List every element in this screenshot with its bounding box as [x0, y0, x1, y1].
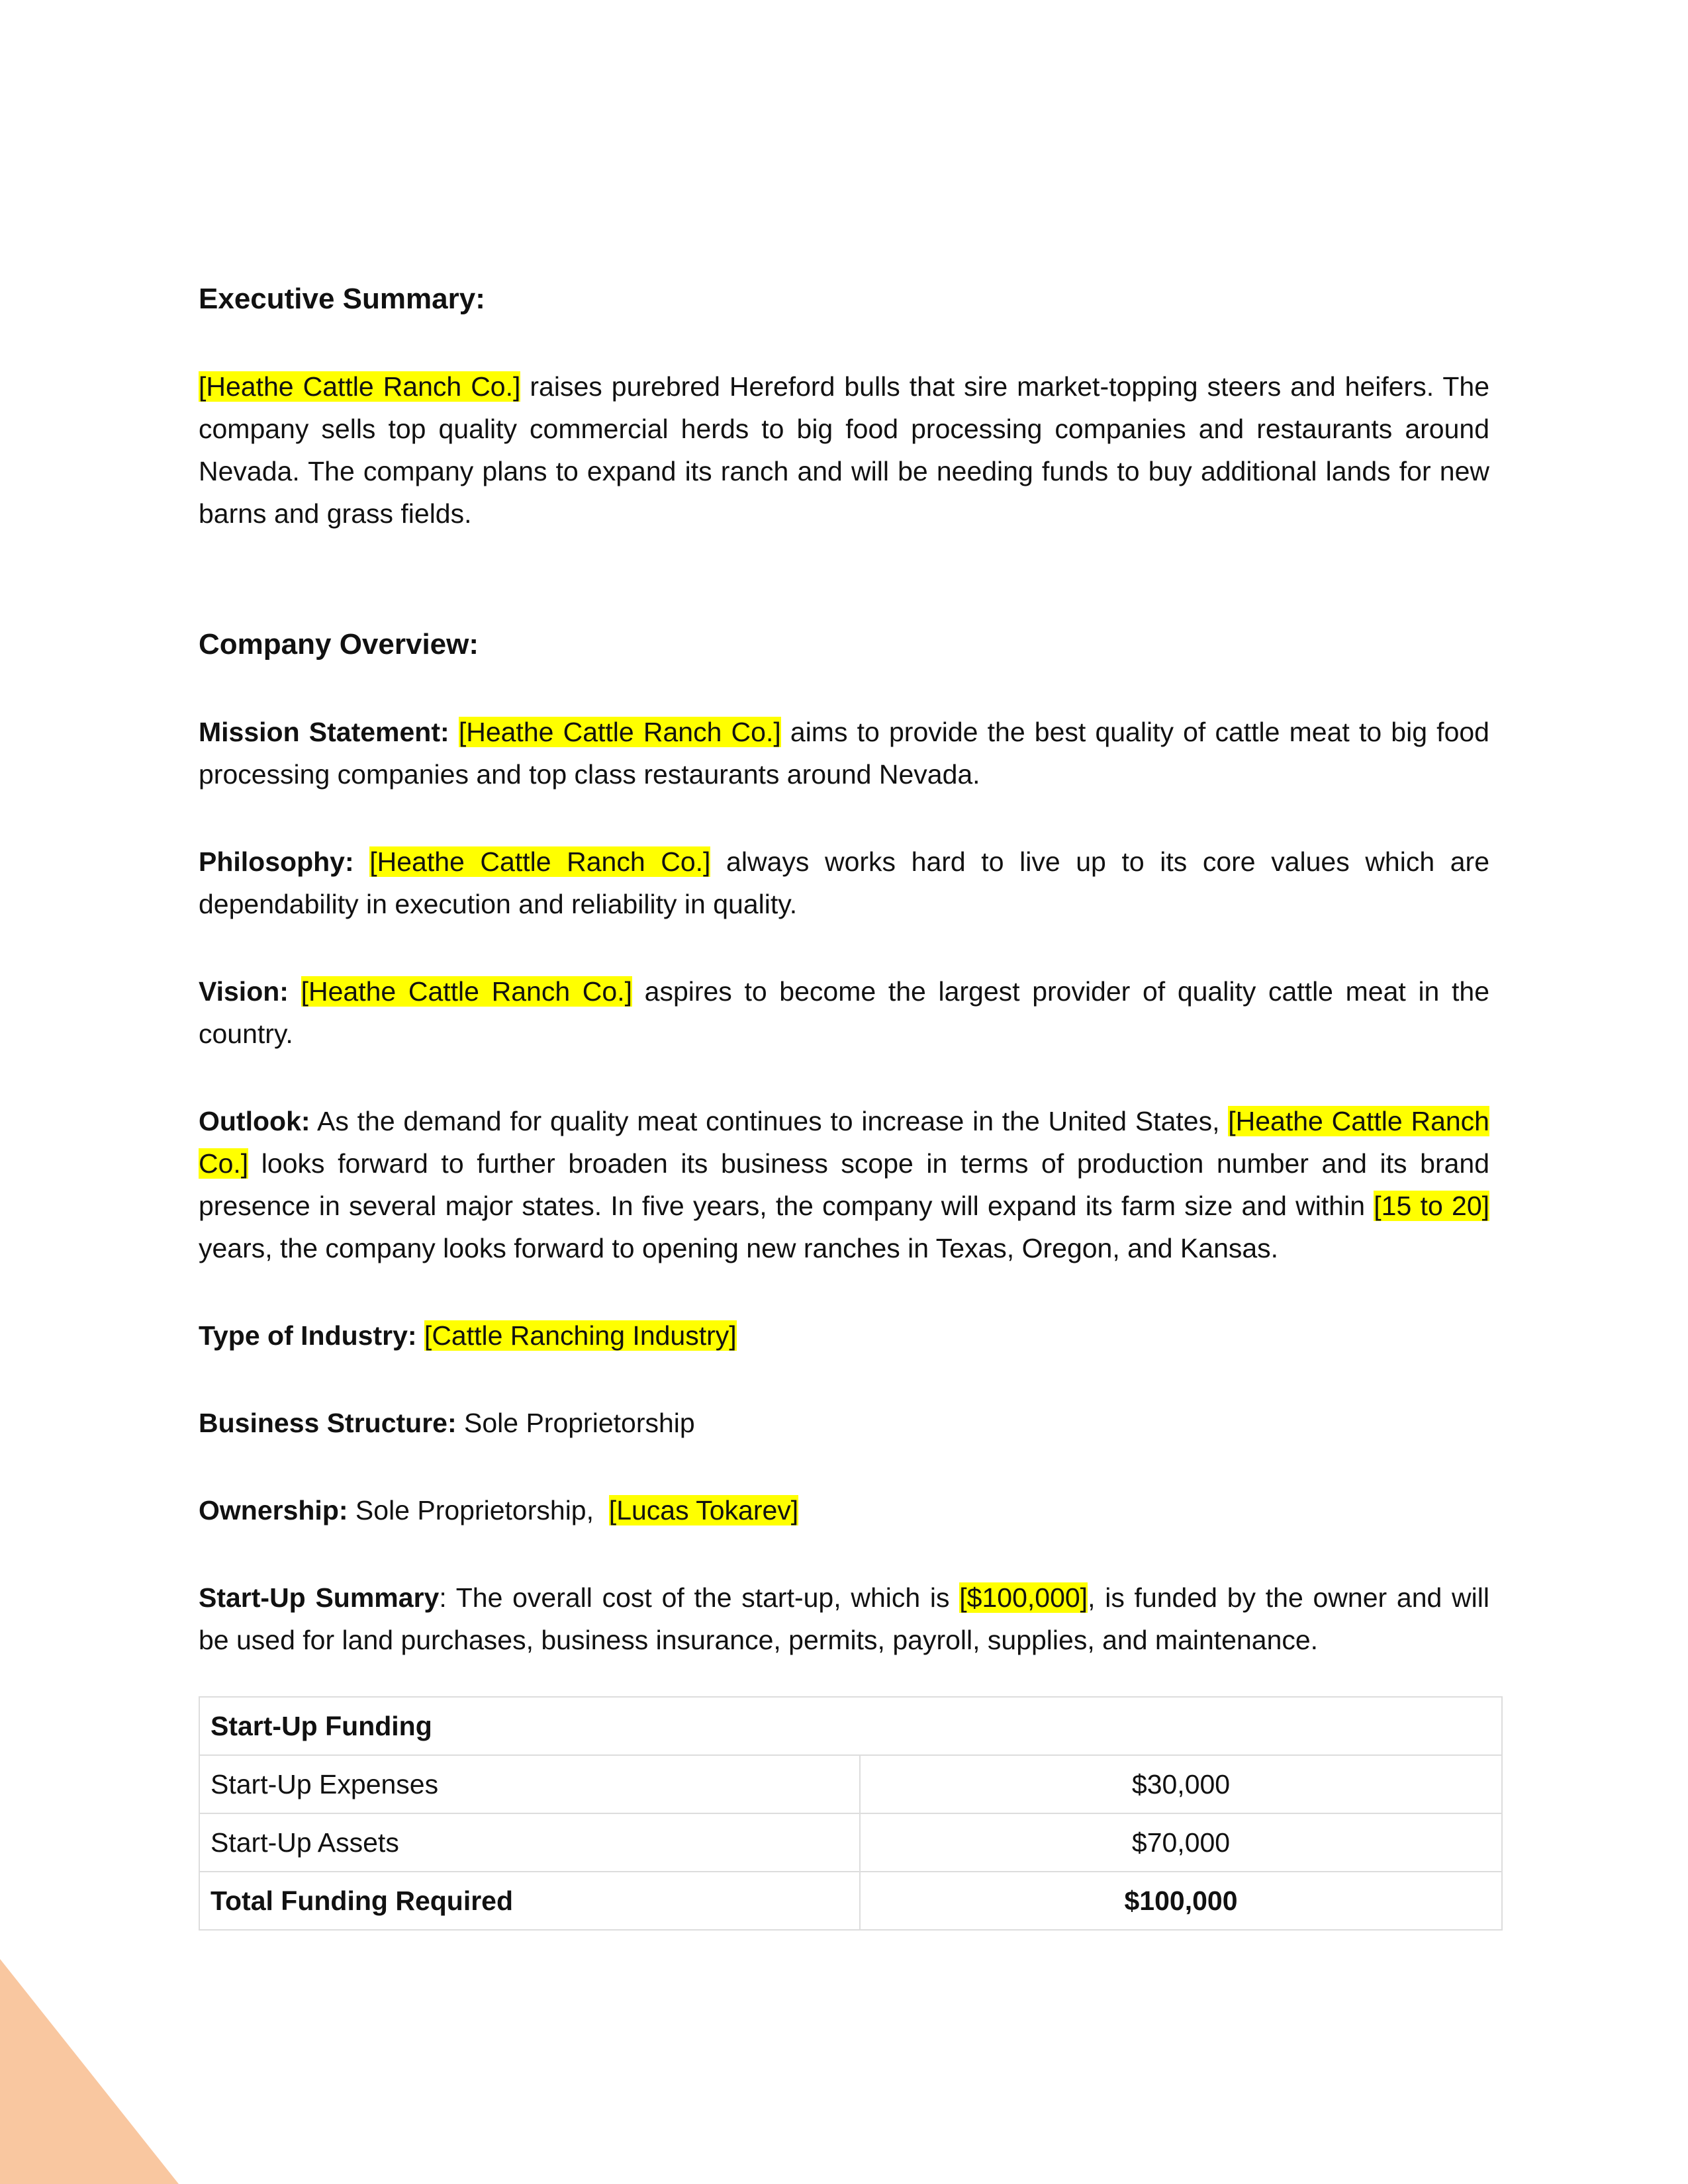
ownership: [199, 1489, 1489, 1531]
company-placeholder: [Heathe Cattle Ranch Co.]: [369, 846, 711, 877]
outlook: [199, 1100, 1489, 1269]
industry-label: Type of Industry:: [199, 1320, 424, 1351]
company-overview-heading: Company Overview:: [199, 628, 479, 660]
outlook-text-2: looks forward to further broaden its business scope in terms of production number and its brand presence in several major states. In five years, the company will expand its farm size and within: [199, 1148, 1489, 1221]
ownership-value: Sole Proprietorship,: [348, 1495, 602, 1525]
vision: [199, 970, 1489, 1055]
industry-placeholder: [Cattle Ranching Industry]: [424, 1320, 737, 1351]
executive-summary-heading: Executive Summary:: [199, 283, 485, 315]
table-total-row: [199, 1872, 1502, 1930]
row-value: $70,000: [860, 1813, 1502, 1872]
document-body: [199, 278, 1489, 1661]
row-value: $30,000: [860, 1755, 1502, 1813]
outlook-label: Outlook:: [199, 1106, 310, 1136]
row-label: Start-Up Expenses: [199, 1755, 860, 1813]
company-placeholder: [Heathe Cattle Ranch Co.]: [301, 976, 632, 1007]
table-header-row: [199, 1697, 1502, 1755]
company-placeholder: [Heathe Cattle Ranch Co.]: [199, 1106, 1489, 1179]
company-placeholder: [Heathe Cattle Ranch Co.]: [458, 717, 781, 747]
amount-placeholder: [$100,000]: [959, 1582, 1088, 1613]
row-label: Start-Up Assets: [199, 1813, 860, 1872]
outlook-text-3: years, the company looks forward to opening new ranches in Texas, Oregon, and Kansas.: [199, 1233, 1279, 1263]
mission-label: Mission Statement:: [199, 717, 459, 747]
total-value: $100,000: [860, 1872, 1502, 1930]
structure-label: Business Structure:: [199, 1408, 457, 1438]
outlook-text-1: As the demand for quality meat continues to increase in the United States,: [310, 1106, 1229, 1136]
years-placeholder: [15 to 20]: [1374, 1191, 1490, 1221]
table-header-cell: Start-Up Funding: [199, 1697, 1502, 1755]
startup-text-2: , is funded by the owner and will be used for land purchases, business insurance, permits, payroll, supplies, and maintenance.: [199, 1582, 1489, 1655]
startup-funding-table: [199, 1696, 1503, 1931]
business-structure: [199, 1402, 1489, 1444]
philosophy: [199, 841, 1489, 925]
philosophy-text: always works hard to live up to its core values which are dependability in execution and reliability in quality.: [199, 846, 1490, 919]
startup-text-1: : The overall cost of the start-up, which is: [439, 1582, 960, 1613]
company-placeholder: [Heathe Cattle Ranch Co.]: [199, 371, 521, 402]
ownership-label: Ownership:: [199, 1495, 348, 1525]
startup-label: Start-Up Summary: [199, 1582, 440, 1613]
table-row: [199, 1755, 1502, 1813]
executive-summary-paragraph: [199, 365, 1489, 535]
table-row: [199, 1813, 1502, 1872]
vision-label: Vision:: [199, 976, 301, 1007]
owner-placeholder: [Lucas Tokarev]: [608, 1495, 799, 1525]
industry-type: [199, 1314, 1489, 1357]
total-label: Total Funding Required: [199, 1872, 860, 1930]
mission-text: aims to provide the best quality of cattle meat to big food processing companies and top class restaurants around Nevada.: [199, 717, 1489, 790]
corner-decoration: [0, 1959, 179, 2184]
startup-summary: [199, 1576, 1489, 1661]
structure-value: Sole Proprietorship: [456, 1408, 695, 1438]
philosophy-label: Philosophy:: [199, 846, 370, 877]
executive-summary-text: raises purebred Hereford bulls that sire market-topping steers and heifers. The company sells top quality commercial herds to big food processing companies and restaurants around Nevada. The company plans to expand its ranch and will be needing funds to buy additional lands for new barns and grass fields.: [199, 371, 1489, 529]
mission-statement: [199, 711, 1489, 796]
vision-text: aspires to become the largest provider of quality cattle meat in the country.: [199, 976, 1490, 1049]
